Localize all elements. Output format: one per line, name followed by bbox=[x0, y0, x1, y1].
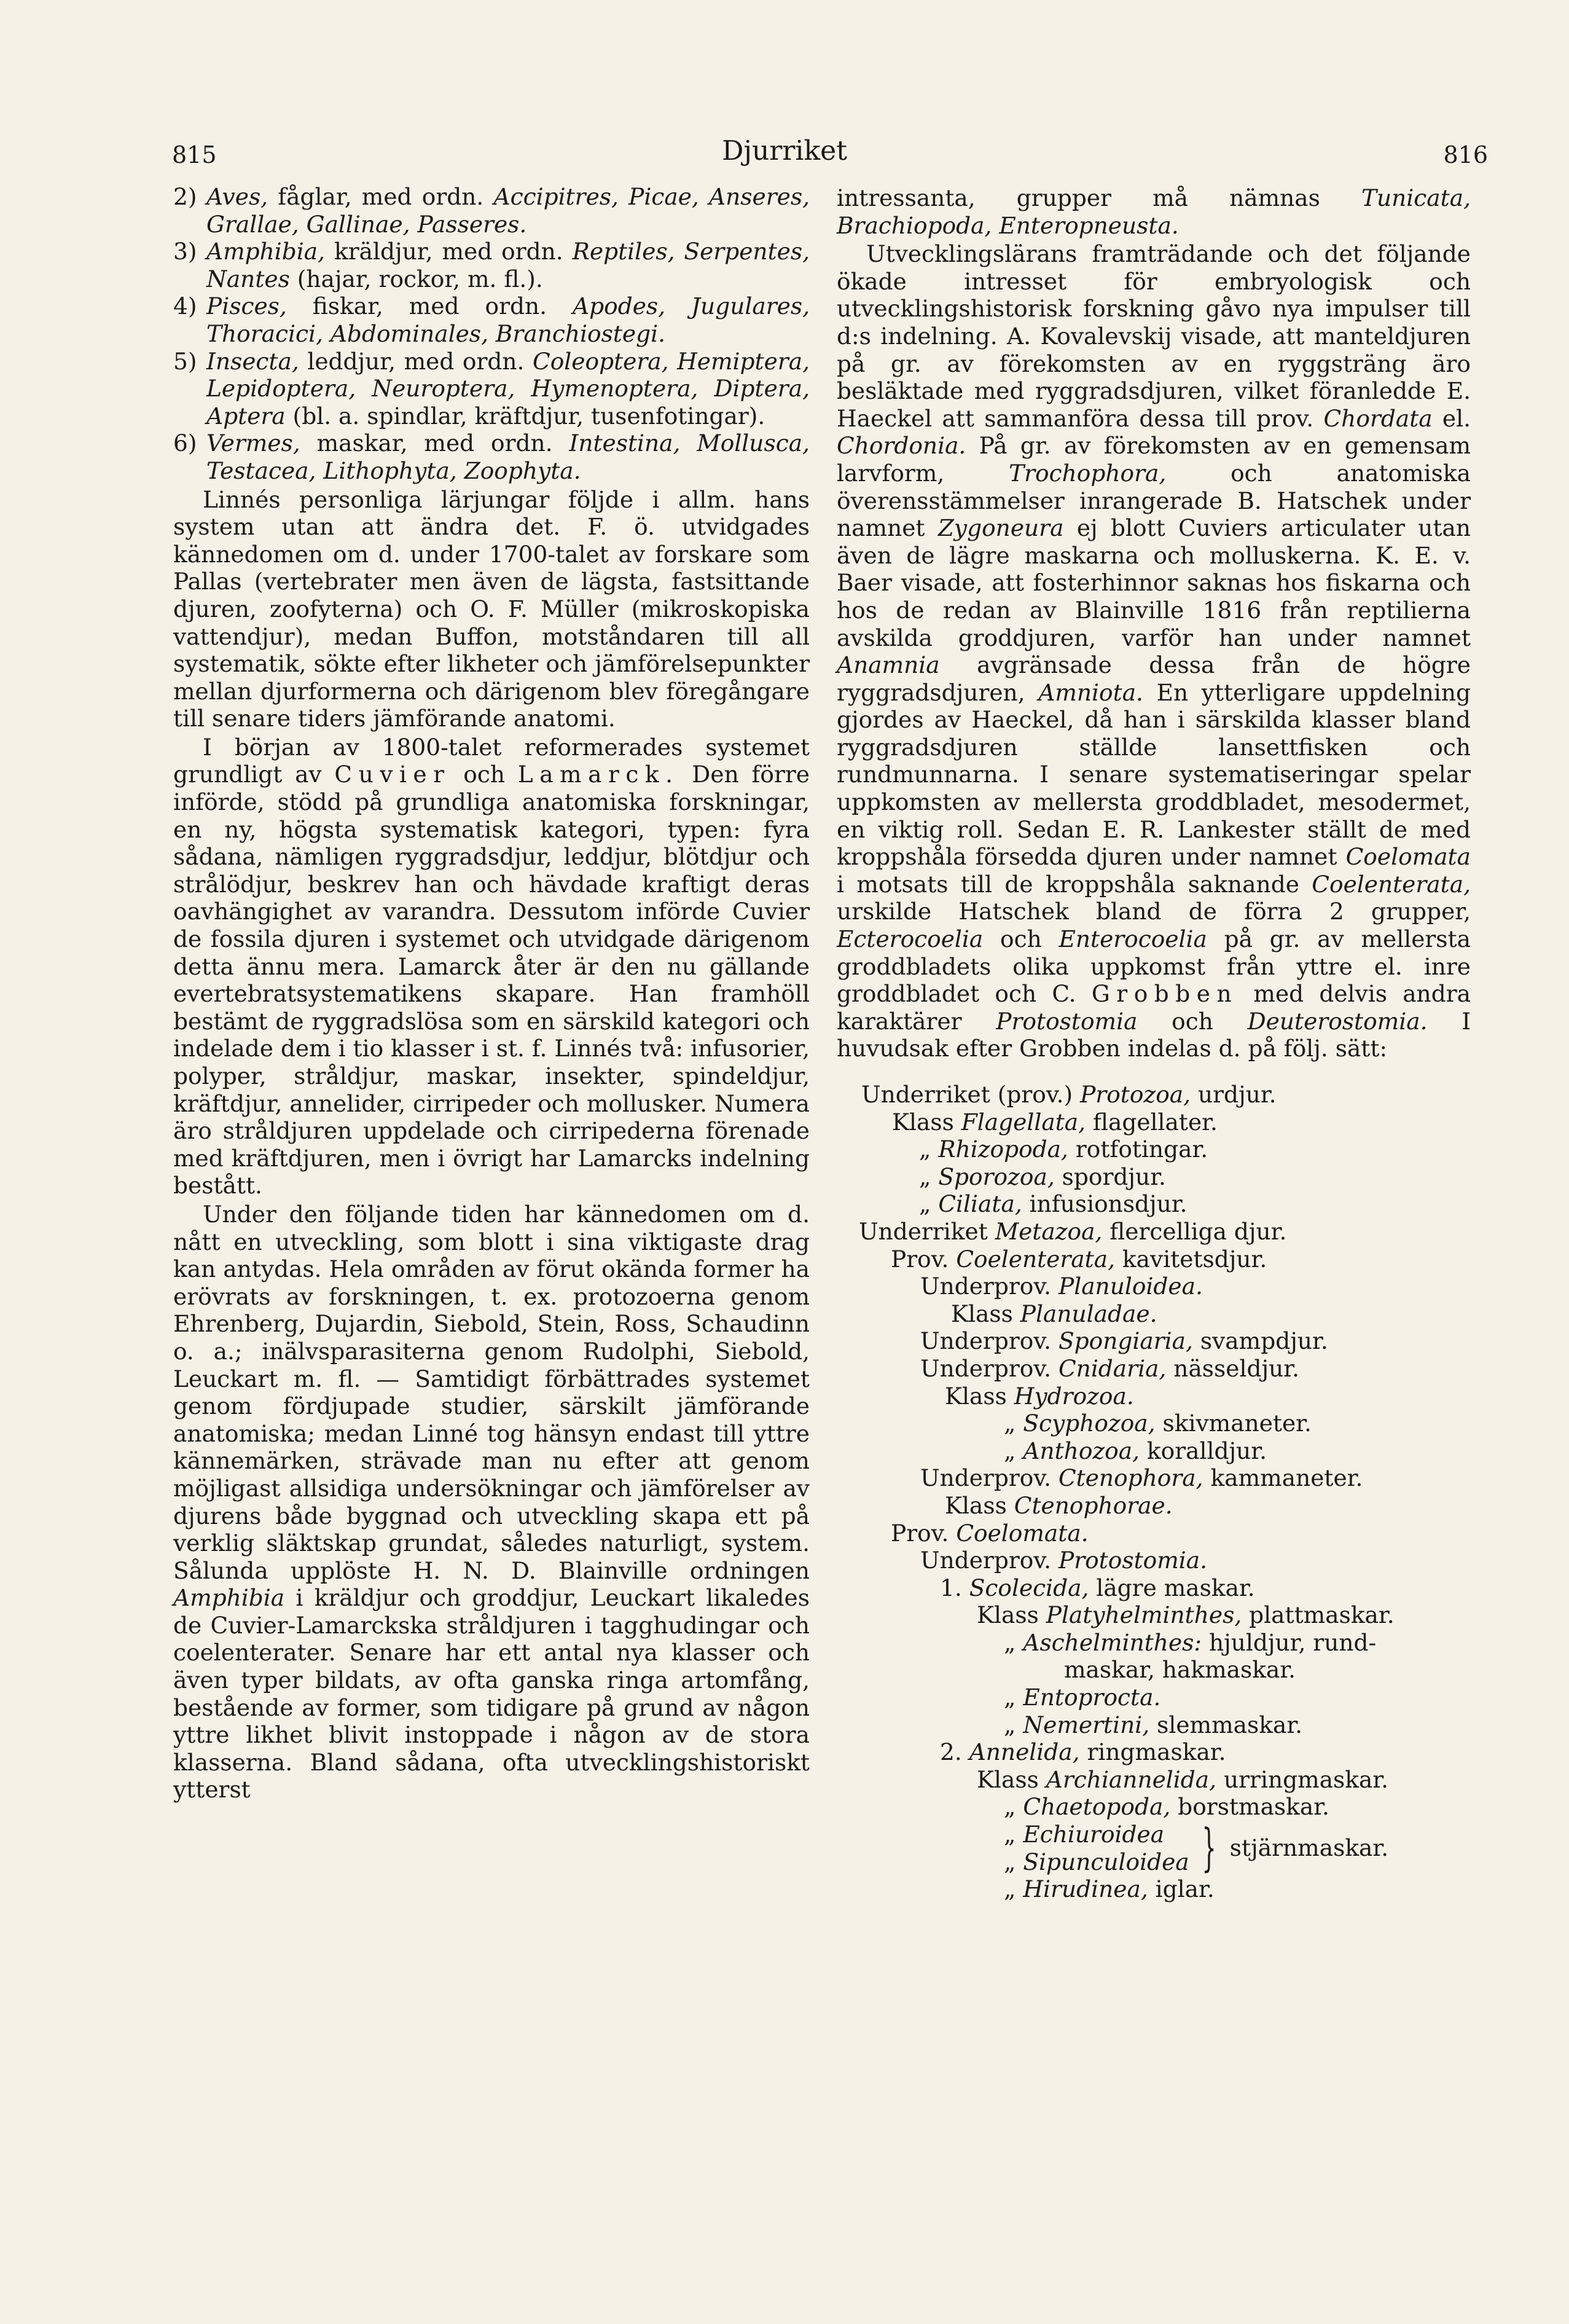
taxonomy-line: Prov. Coelenterata, kavitetsdjur. bbox=[891, 1245, 1267, 1273]
item-text: Aves, fåglar, med ordn. Accipitres, Picae, Anseres, Grallae, Gallinae, Passeres. bbox=[206, 183, 810, 238]
taxonomy-line: „ Rhizopoda, rotfotingar. bbox=[919, 1136, 1208, 1163]
right-column bbox=[837, 183, 1471, 1903]
taxonomy-line: „ Entoprocta. bbox=[1004, 1684, 1161, 1711]
taxonomy-line: Underprov. Planuloidea. bbox=[920, 1273, 1203, 1300]
taxonomy-line: „ Aschelminthes: hjuldjur, rund- bbox=[1004, 1628, 1377, 1656]
brace: } bbox=[1201, 1818, 1216, 1877]
taxonomy-line: Klass Flagellata, flagellater. bbox=[892, 1108, 1218, 1136]
taxonomy-line: Underriket Metazoa, flercelliga djur. bbox=[859, 1217, 1287, 1245]
item-text: Vermes, maskar, med ordn. Intestina, Mollusca, Testacea, Lithophyta, Zoophyta. bbox=[206, 430, 810, 484]
taxonomy-line: „ Anthozoa, koralldjur. bbox=[1004, 1437, 1267, 1464]
taxonomy-list bbox=[837, 1081, 1471, 1821]
taxonomy-line: maskar, hakmaskar. bbox=[1064, 1656, 1296, 1684]
taxonomy-line: „ Ciliata, infusionsdjur. bbox=[919, 1190, 1188, 1218]
running-title: Djurriket bbox=[722, 135, 847, 167]
page-number-left: 815 bbox=[172, 141, 217, 168]
taxonomy-line: Klass Ctenophorae. bbox=[945, 1491, 1173, 1519]
classification-list bbox=[173, 183, 810, 485]
classification-item bbox=[173, 292, 810, 347]
classification-item bbox=[173, 430, 810, 484]
taxonomy-line: Underprov. Cnidaria, nässeldjur. bbox=[920, 1354, 1299, 1382]
taxonomy-line: Underprov. Spongiaria, svampdjur. bbox=[920, 1327, 1328, 1355]
item-number: 6) bbox=[173, 430, 197, 457]
taxonomy-line: Klass Platyhelminthes, plattmaskar. bbox=[977, 1601, 1395, 1629]
taxonomy-brace-group bbox=[837, 1818, 1471, 1877]
taxonomy-line: Klass Planuladae. bbox=[951, 1300, 1157, 1327]
item-number: 4) bbox=[173, 292, 197, 320]
taxonomy-line: „ Scyphozoa, skivmaneter. bbox=[1004, 1410, 1312, 1437]
paragraph-evolution: Utvecklingslärans framträdande och det följande ökade intresset för embryologisk och utvecklingshistorisk forskning gåvo nya impulser till d:s indelning. A. Kovalevskij visade, att manteldjuren på gr. av förekomsten av en ryggsträng äro besläktade med ryggradsdjuren, vilket föranledde E. Haeckel att sammanföra dessa till prov. Chordata el. Chordonia. På gr. av förekomsten av en gemensam larvform, Trochophora, och anatomiska överensstämmelser inrangerade B. Hatschek under namnet Zygoneura ej blott Cuviers articulater utan även de lägre maskarna och molluskerna. K. E. v. Baer visade, att fosterhinnor saknas hos fiskarna och hos de redan av Blainville 1816 från reptilierna avskilda groddjuren, varför han under namnet Anamnia avgränsade dessa från de högre ryggradsdjuren, Amniota. En ytterligare uppdelning gjordes av Haeckel, då han i särskilda klasser bland ryggradsdjuren ställde lansettfisken och rundmunnarna. I senare systematiseringar spelar uppkomsten av mellersta groddbladet, mesodermet, en viktig roll. Sedan E. R. Lankester ställt de med kroppshåla försedda djuren under namnet Coelomata i motsats till de kroppshåla saknande Coelenterata, urskilde Hatschek bland de förra 2 grupper, Ecterocoelia och Enterocoelia på gr. av mellersta groddbladets olika uppkomst från yttre el. inre groddbladet och C. Grobben med delvis andra karaktärer Protostomia och Deuterostomia. I huvudsak efter Grobben indelas d. på följ. sätt: bbox=[837, 240, 1471, 1062]
taxonomy-line: Underriket (prov.) Protozoa, urdjur. bbox=[861, 1081, 1277, 1108]
classification-item bbox=[173, 238, 810, 292]
taxonomy-line: Klass Hydrozoa. bbox=[945, 1382, 1134, 1410]
classification-item bbox=[173, 348, 810, 430]
taxonomy-line: Underprov. Protostomia. bbox=[920, 1547, 1208, 1574]
item-number: 5) bbox=[173, 347, 197, 375]
taxonomy-line: „ Sipunculoidea bbox=[1004, 1848, 1189, 1875]
left-column bbox=[173, 183, 810, 1804]
item-number: 3) bbox=[173, 238, 197, 265]
item-text: Insecta, leddjur, med ordn. Coleoptera, Hemiptera, Lepidoptera, Neuroptera, Hymenoptera, Diptera, Aptera (bl. a. spindlar, kräftdjur, tusenfotingar). bbox=[206, 347, 810, 430]
taxonomy-line: 2. Annelida, ringmaskar. bbox=[940, 1738, 1226, 1766]
taxonomy-line: Underprov. Ctenophora, kammaneter. bbox=[920, 1464, 1363, 1492]
classification-item bbox=[173, 183, 810, 238]
taxonomy-line: „ Sporozoa, spordjur. bbox=[919, 1163, 1166, 1190]
taxonomy-line-last: „ Hirudinea, iglar. bbox=[1004, 1875, 1215, 1903]
taxonomy-line: Prov. Coelomata. bbox=[891, 1519, 1089, 1547]
paragraph-continued: intressanta, grupper må nämnas Tunicata, Brachiopoda, Enteropneusta. bbox=[837, 184, 1471, 239]
page-number-right: 816 bbox=[1443, 141, 1488, 168]
taxonomy-line: Klass Archiannelida, urringmaskar. bbox=[977, 1765, 1389, 1793]
item-text: Amphibia, kräldjur, med ordn. Reptiles, Serpentes, Nantes (hajar, rockor, m. fl.). bbox=[206, 238, 810, 292]
taxonomy-line: „ Chaetopoda, borstmaskar. bbox=[1004, 1793, 1329, 1821]
page-header bbox=[0, 134, 1569, 177]
taxonomy-line: 1. Scolecida, lägre maskar. bbox=[940, 1574, 1255, 1601]
paragraph-later-development: Under den följande tiden har kännedomen om d. nått en utveckling, som blott i sina viktigaste drag kan antydas. Hela områden av förut okända former ha erövrats av forskningen, t. ex. protozoerna genom Ehrenberg, Dujardin, Siebold, Stein, Ross, Schaudinn o. a.; inälvsparasiterna genom Rudolphi, Siebold, Leuckart m. fl. — Samtidigt förbättrades systemet genom fördjupade studier, särskilt jämförande anatomiska; medan Linné tog hänsyn endast till yttre kännemärken, strävade man nu efter att genom möjligast allsidiga undersökningar och jämförelser av djurens både byggnad och utveckling skapa ett på verklig släktskap grundat, således naturligt, system. Sålunda upplöste H. N. D. Blainville ordningen Amphibia i kräldjur och groddjur, Leuckart likaledes de Cuvier-Lamarckska stråldjuren i tagghudingar och coelenterater. Senare har ett antal nya klasser och även typer bildats, av ofta ganska ringa artomfång, bestående av former, som tidigare på grund av någon yttre likhet blivit instoppade i någon av de stora klasserna. Bland sådana, ofta utvecklingshistoriskt ytterst bbox=[173, 1200, 810, 1804]
paragraph-linne-students: Linnés personliga lärjungar följde i allm. hans system utan att ändra det. F. ö. utvidgades kännedomen om d. under 1700-talet av forskare som Pallas (vertebrater men även de lägsta, fastsittande djuren, zoofyterna) och O. F. Müller (mikroskopiska vattendjur), medan Buffon, motståndaren till all systematik, sökte efter likheter och jämförelsepunkter mellan djurformerna och därigenom blev föregångare till senare tiders jämförande anatomi. bbox=[173, 485, 810, 732]
brace-label: stjärnmaskar. bbox=[1229, 1834, 1389, 1862]
taxonomy-line: „ Nemertini, slemmaskar. bbox=[1004, 1711, 1303, 1738]
item-number: 2) bbox=[173, 183, 197, 210]
taxonomy-line: „ Echiuroidea bbox=[1004, 1821, 1165, 1848]
paragraph-cuvier-lamarck: I början av 1800-talet reformerades systemet grundligt av Cuvier och Lamarck. Den förre införde, stödd på grundliga anatomiska forskningar, en ny, högsta systematisk kategori, typen: fyra sådana, nämligen ryggradsdjur, leddjur, blötdjur och strålödjur, beskrev han och hävdade kraftigt deras oavhängighet av varandra. Dessutom införde Cuvier de fossila djuren i systemet och utvidgade därigenom detta ännu mera. Lamarck åter är den nu gällande evertebratsystematikens skapare. Han framhöll bestämt de ryggradslösa som en särskild kategori och indelade dem i tio klasser i st. f. Linnés två: infusorier, polyper, stråldjur, maskar, insekter, spindeldjur, kräftdjur, annelider, cirripeder och mollusker. Numera äro stråldjuren uppdelade och cirripederna förenade med kräftdjuren, men i övrigt har Lamarcks indelning bestått. bbox=[173, 733, 810, 1199]
item-text: Pisces, fiskar, med ordn. Apodes, Jugulares, Thoracici, Abdominales, Branchiostegi. bbox=[206, 292, 810, 347]
